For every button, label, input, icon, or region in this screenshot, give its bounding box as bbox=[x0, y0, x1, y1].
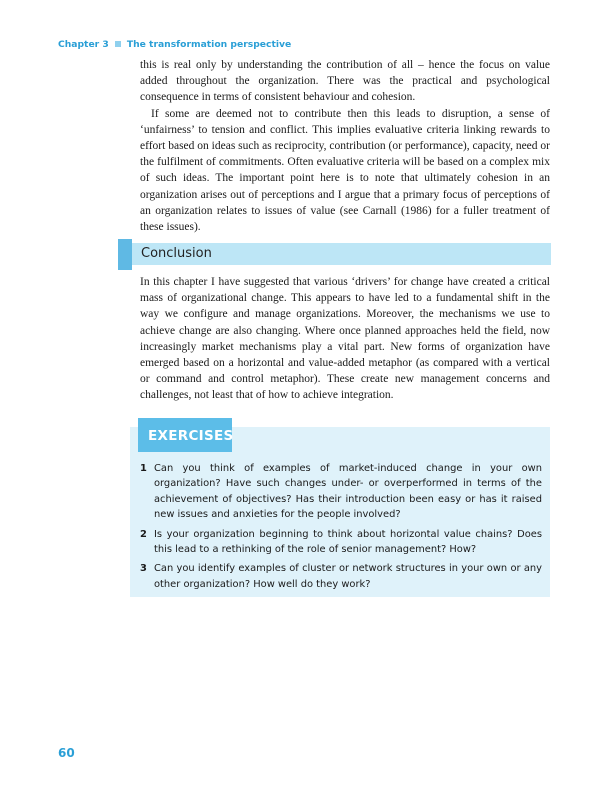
conclusion-body bbox=[140, 274, 550, 404]
paragraph: If some are deemed not to contribute then this leads to disruption, a sense of ‘unfairness’ to tension and conflict. This implies evaluative criteria linking rewards to effort based on ideas such as reciprocity, contribution (or performance), capacity, need or the fulfilment of commitments. Often evaluative criteria will be based on a complex mix of such ideas. The important point here is to note that ultimately cohesion in an organization arises out of perceptions and I argue that a primary focus of perceptions of an organization relates to issues of value (see Carnall (1986) for a fuller treatment of these issues). bbox=[140, 107, 550, 234]
chapter-title: The transformation perspective bbox=[126, 39, 292, 50]
exercise-text: Can you think of examples of market-induced change in your own organization? Have such changes under- or overperformed in terms of the achievement of objectives? Has their introduction been easy or has it raised new issues and anxieties for the people involved? bbox=[154, 463, 542, 521]
body-text-top bbox=[140, 57, 550, 235]
exercise-number: 1 bbox=[140, 463, 147, 474]
exercise-number: 2 bbox=[140, 528, 147, 540]
exercise-list bbox=[140, 461, 542, 596]
page-number: 60 bbox=[58, 746, 75, 760]
chapter-label: Chapter 3 bbox=[58, 39, 109, 50]
paragraph: this is real only by understanding the contribution of all – hence the focus on value added throughout the organization. There was the practical and psychological consequence in terms of consistent behaviour and cohesion. bbox=[140, 59, 550, 104]
exercise-item bbox=[140, 461, 542, 523]
square-bullet-icon bbox=[115, 41, 121, 47]
paragraph: In this chapter I have suggested that various ‘drivers’ for change have created a critical mass of organizational change. This appears to have led to a fundamental shift in the way we configure and manage organizations. Moreover, the mechanisms we use to achieve change are also changing. Where once planned approaches held the field, now increasingly market mechanisms play a vital part. New forms of organization have emerged based on a horizontal and value-added metaphor (as compared with a vertical or command and control metaphor). These create new management concerns and challenges, not least that of how to achieve integration. bbox=[140, 276, 550, 402]
running-head bbox=[58, 39, 291, 50]
exercise-item bbox=[140, 527, 542, 558]
conclusion-heading: Conclusion bbox=[141, 246, 212, 261]
exercises-heading: EXERCISES bbox=[148, 428, 234, 444]
exercise-number: 3 bbox=[140, 563, 147, 575]
conclusion-heading-tab bbox=[118, 239, 132, 270]
exercise-text: Is your organization beginning to think about horizontal value chains? Does this lead to a rethinking of the role of senior management? How? bbox=[154, 528, 542, 556]
exercise-item bbox=[140, 561, 542, 592]
exercise-text: Can you identify examples of cluster or network structures in your own or any other organization? How well do they work? bbox=[154, 563, 542, 590]
